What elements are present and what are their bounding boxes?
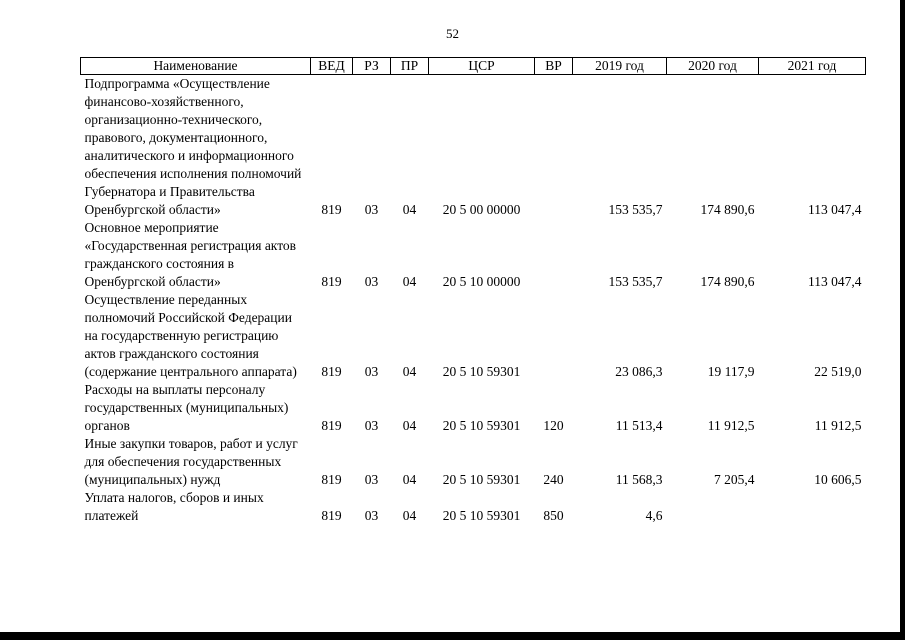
row-2020: 7 205,4 <box>714 472 755 487</box>
row-name: Осуществление переданных полномочий Российской Федерации на государственную регистрацию актов гражданского состояния (содержание центрального аппарата) <box>84 292 297 379</box>
header-2019: 2019 год <box>573 58 667 75</box>
table-row <box>81 219 866 291</box>
header-vr: ВР <box>535 58 573 75</box>
row-ved: 819 <box>321 274 342 289</box>
row-rz: 03 <box>364 418 379 433</box>
header-rz: РЗ <box>353 58 391 75</box>
row-rz: 03 <box>364 508 379 523</box>
row-vr <box>535 219 573 291</box>
row-csr: 20 5 10 59301 <box>442 508 521 523</box>
row-2021: 113 047,4 <box>808 202 862 217</box>
row-name: Основное мероприятие «Государственная регистрация актов гражданского состояния в Оренбургской области» <box>84 220 297 289</box>
page-border-right <box>900 0 905 640</box>
header-name: Наименование <box>81 58 311 75</box>
table-row <box>81 435 866 489</box>
row-pr: 04 <box>402 274 417 289</box>
row-ved: 819 <box>321 472 342 487</box>
row-2020: 174 890,6 <box>700 202 755 217</box>
row-rz: 03 <box>364 472 379 487</box>
table-row <box>81 489 866 525</box>
row-2019: 4,6 <box>645 508 663 523</box>
row-vr: 240 <box>543 472 564 487</box>
row-pr: 04 <box>402 364 417 379</box>
page-border-bottom <box>0 632 905 640</box>
row-csr: 20 5 10 00000 <box>442 274 521 289</box>
row-name: Иные закупки товаров, работ и услуг для обеспечения государственных (муниципальных) нужд <box>84 436 298 487</box>
row-pr: 04 <box>402 418 417 433</box>
row-pr: 04 <box>402 508 417 523</box>
row-2020: 11 912,5 <box>707 418 755 433</box>
row-pr: 04 <box>402 472 417 487</box>
row-2021: 11 912,5 <box>814 418 862 433</box>
header-csr: ЦСР <box>429 58 535 75</box>
row-ved: 819 <box>321 202 342 217</box>
row-vr <box>535 75 573 220</box>
row-vr: 120 <box>543 418 564 433</box>
row-2019: 11 568,3 <box>615 472 663 487</box>
row-2019: 153 535,7 <box>608 274 663 289</box>
header-ved: ВЕД <box>311 58 353 75</box>
row-2019: 11 513,4 <box>615 418 663 433</box>
row-2021: 22 519,0 <box>814 364 862 379</box>
table-row <box>81 381 866 435</box>
table-header-row <box>81 58 866 75</box>
header-pr: ПР <box>391 58 429 75</box>
row-csr: 20 5 10 59301 <box>442 472 521 487</box>
row-name: Подпрограмма «Осуществление финансово-хозяйственного, организационно-технического, правового, документационного, аналитического и информационного обеспечения исполнения полномочий Губернатора и Правительства Оренбургской области» <box>84 76 302 217</box>
row-name: Расходы на выплаты персоналу государственных (муниципальных) органов <box>84 382 289 433</box>
row-vr: 850 <box>543 508 564 523</box>
row-csr: 20 5 00 00000 <box>442 202 521 217</box>
row-pr: 04 <box>402 202 417 217</box>
row-rz: 03 <box>364 364 379 379</box>
row-2020 <box>667 489 759 525</box>
table-row <box>81 75 866 220</box>
row-name: Уплата налогов, сборов и иных платежей <box>84 490 264 523</box>
row-rz: 03 <box>364 202 379 217</box>
row-2019: 153 535,7 <box>608 202 663 217</box>
row-2020: 174 890,6 <box>700 274 755 289</box>
budget-table <box>80 57 866 525</box>
row-vr <box>535 291 573 381</box>
row-2020: 19 117,9 <box>707 364 755 379</box>
row-csr: 20 5 10 59301 <box>442 364 521 379</box>
table-row <box>81 291 866 381</box>
row-2021: 113 047,4 <box>808 274 862 289</box>
row-csr: 20 5 10 59301 <box>442 418 521 433</box>
row-ved: 819 <box>321 364 342 379</box>
page-number: 52 <box>446 26 459 41</box>
row-2019: 23 086,3 <box>615 364 663 379</box>
header-2020: 2020 год <box>667 58 759 75</box>
row-2021: 10 606,5 <box>814 472 862 487</box>
row-ved: 819 <box>321 508 342 523</box>
row-rz: 03 <box>364 274 379 289</box>
row-ved: 819 <box>321 418 342 433</box>
header-2021: 2021 год <box>759 58 866 75</box>
row-2021 <box>759 489 866 525</box>
